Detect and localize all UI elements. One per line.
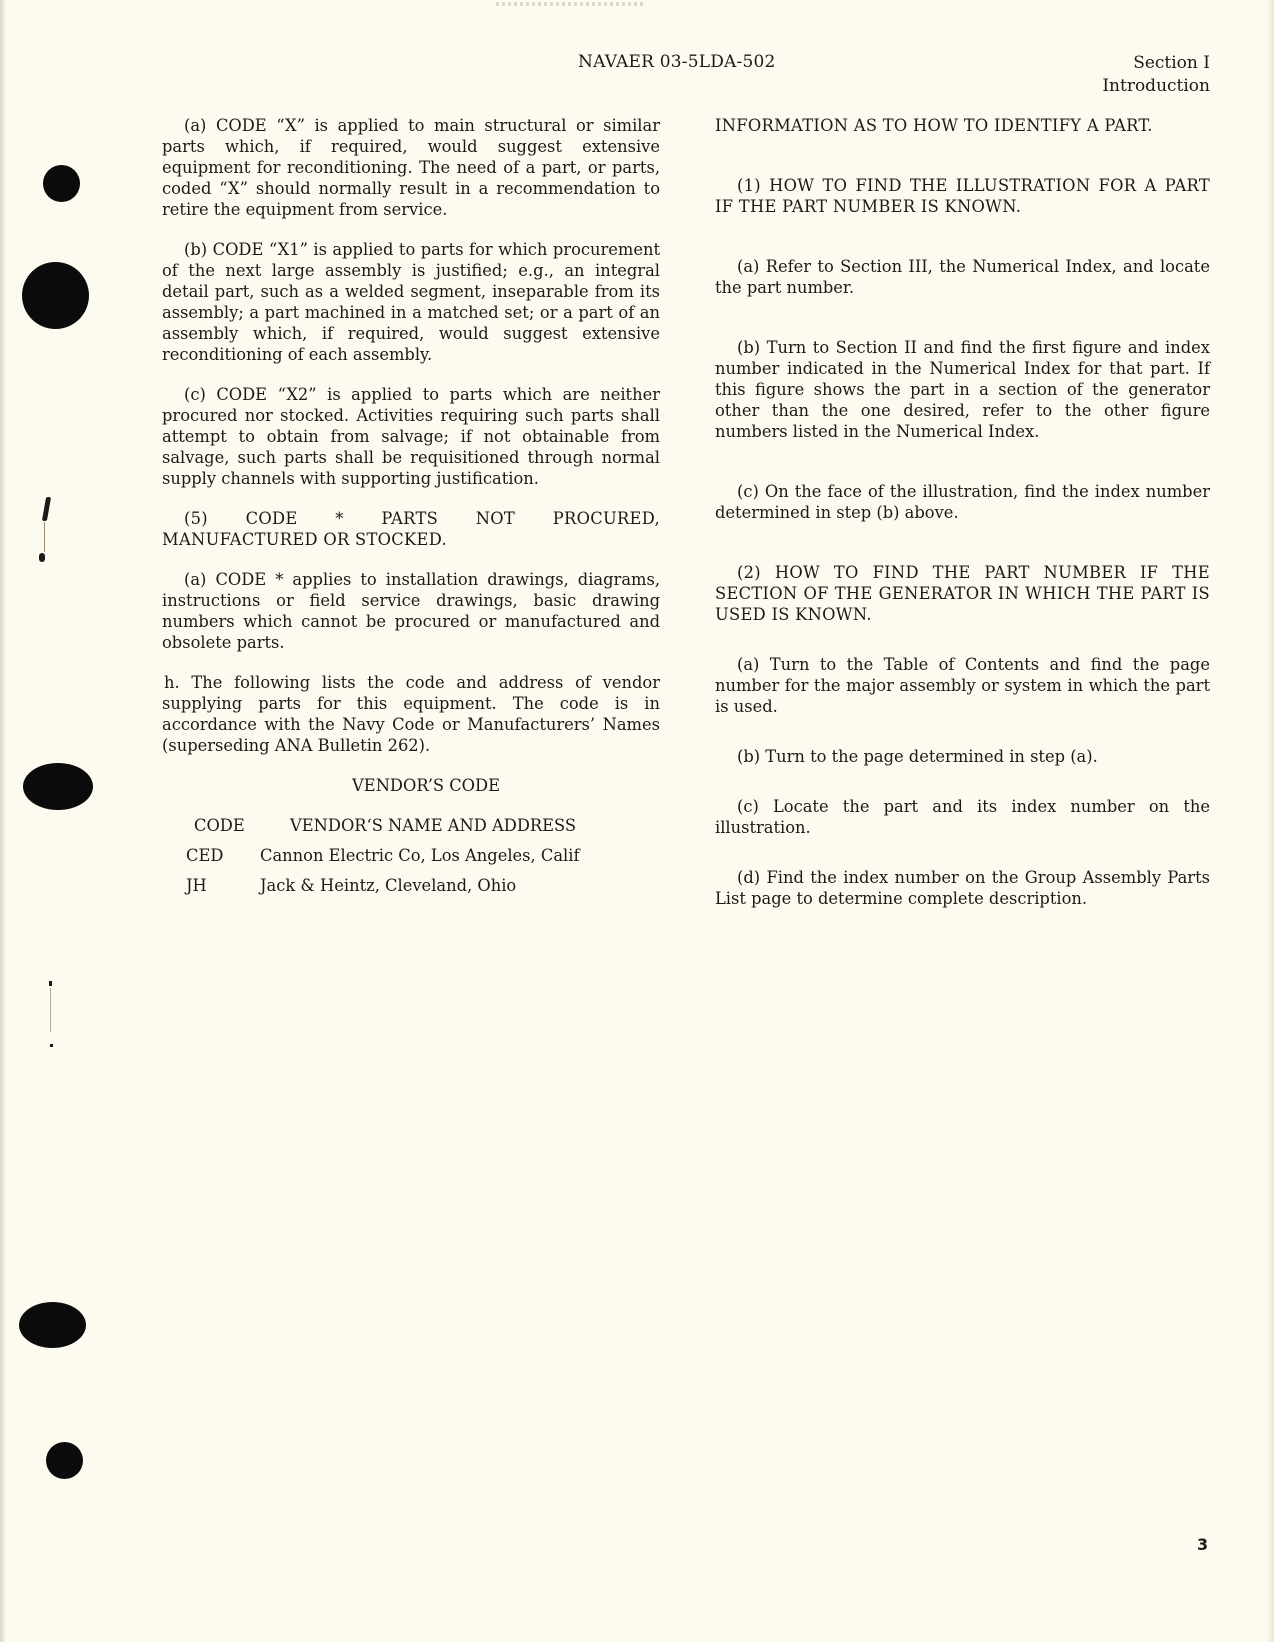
heading-code-star: (5) CODE * PARTS NOT PROCURED, MANUFACTURED OR STOCKED. (162, 509, 660, 549)
section-header (1102, 52, 1210, 98)
margin-mark (50, 988, 51, 1032)
page-edge-shadow (0, 0, 6, 1642)
margin-mark (49, 981, 52, 986)
document-number: NAVAER 03-5LDA-502 (578, 52, 776, 72)
column-header-code: CODE (194, 816, 245, 835)
heading-find-illustration: (1) HOW TO FIND THE ILLUSTRATION FOR A PART IF THE PART NUMBER IS KNOWN. (715, 176, 1210, 216)
paragraph-code-x: (a) CODE “X” is applied to main structural or similar parts which, if required, would suggest extensive equipment for reconditioning. The need of a part, or parts, coded “X” should normally result in a recommendation to retire the equipment from service. (162, 116, 660, 219)
vendor-code-table (162, 775, 660, 896)
vendor-table-title: VENDOR’S CODE (352, 776, 500, 795)
paragraph-code-star: (a) CODE * applies to installation drawings, diagrams, instructions or field service drawings, basic drawing numbers which cannot be procured or manufactured and obsolete parts. (162, 570, 660, 652)
paragraph-code-x1: (b) CODE “X1” is applied to parts for which procurement of the next large assembly is justified; e.g., an integral detail part, such as a welded segment, inseparable from its assembly; a part machined in a matched set; or a part of an assembly which, if required, would suggest extensive reconditioning of each assembly. (162, 240, 660, 364)
left-column (162, 115, 660, 896)
right-column (715, 115, 1210, 909)
binding-hole (22, 262, 89, 329)
vendor-code: CED (186, 846, 224, 865)
vendor-code: JH (186, 876, 207, 895)
margin-mark (44, 522, 45, 552)
vendor-name: Jack & Heintz, Cleveland, Ohio (260, 876, 517, 895)
page-edge-right (1266, 0, 1274, 1642)
step-2c: (c) Locate the part and its index number on the illustration. (715, 797, 1210, 837)
page-number: 3 (1197, 1535, 1209, 1554)
step-1a: (a) Refer to Section III, the Numerical Index, and locate the part number. (715, 257, 1210, 297)
heading-identify-part: INFORMATION AS TO HOW TO IDENTIFY A PART. (715, 116, 1153, 135)
step-2a: (a) Turn to the Table of Contents and find the page number for the major assembly or system in which the part is used. (715, 655, 1210, 716)
vendor-table-header (162, 815, 660, 836)
step-1b: (b) Turn to Section II and find the first figure and index number indicated in the Numerical Index for that part. If this figure shows the part in a section of the generator other than the one desired, refer to the other figure numbers listed in the Numerical Index. (715, 338, 1210, 441)
binding-hole (43, 165, 80, 202)
step-2d: (d) Find the index number on the Group Assembly Parts List page to determine complete description. (715, 868, 1210, 908)
binding-hole (23, 763, 93, 810)
step-2b: (b) Turn to the page determined in step (a). (737, 747, 1098, 766)
vendor-name: Cannon Electric Co, Los Angeles, Calif (260, 846, 580, 865)
step-1c: (c) On the face of the illustration, find the index number determined in step (b) above. (715, 482, 1210, 522)
table-row (162, 845, 660, 866)
column-header-name: VENDOR‘S NAME AND ADDRESS (290, 816, 577, 835)
margin-mark (39, 553, 45, 562)
margin-mark (50, 1044, 53, 1047)
paragraph-h: h. The following lists the code and address of vendor supplying parts for this equipment. The code is in accordance with the Navy Code or Manufacturers’ Names (superseding ANA Bulletin 262). (162, 673, 660, 755)
paragraph-code-x2: (c) CODE “X2” is applied to parts which are neither procured nor stocked. Activities requiring such parts shall attempt to obtain from salvage; if not obtainable from salvage, such parts shall be requisitioned through normal supply channels with supporting justification. (162, 385, 660, 488)
margin-mark (42, 497, 51, 521)
heading-find-part-number: (2) HOW TO FIND THE PART NUMBER IF THE SECTION OF THE GENERATOR IN WHICH THE PART IS USED IS KNOWN. (715, 563, 1210, 624)
binding-hole (46, 1442, 83, 1479)
section-label: Section I (1133, 53, 1210, 73)
table-row (162, 875, 660, 896)
binding-hole (19, 1302, 86, 1348)
section-title: Introduction (1102, 76, 1210, 96)
scan-artifact (496, 2, 646, 6)
